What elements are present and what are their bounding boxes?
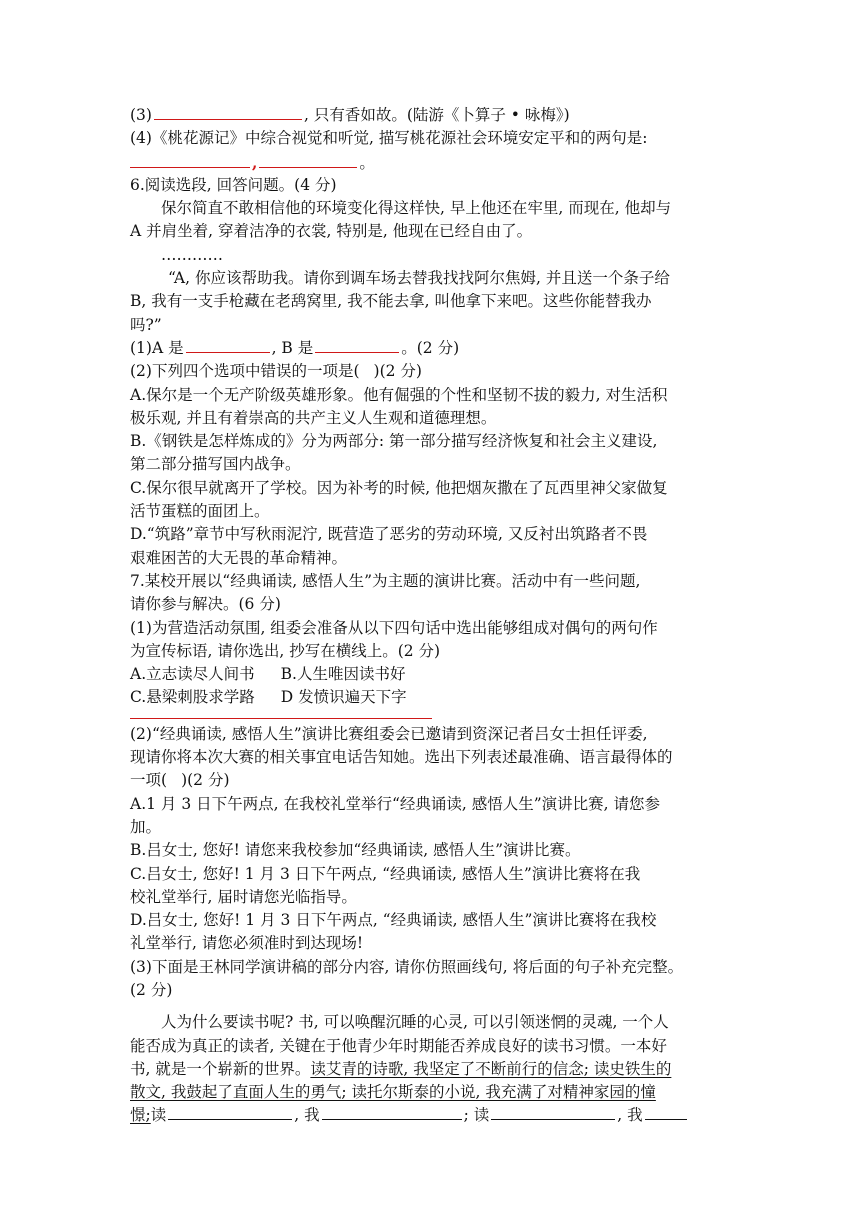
q6-sub1-score: 。(2 分) [401,338,460,357]
q6-passage-line: 保尔简直不敢相信他的环境变化得这样快, 早上他还在牢里, 而现在, 他却与 [161,199,672,218]
q7-sub2-option-c: C.吕女士, 您好! 1 月 3 日下午两点, “经典诵读, 感悟人生”演讲比赛将在我 [130,864,641,883]
q7-sub2-option-a-cont: 加。 [130,817,162,836]
q6-option-c: C.保尔很早就离开了学校。因为补考的时候, 他把烟灰撒在了瓦西里神父家做复 [130,478,668,497]
q7-speech-text: 书, 就是一个崭新的世界。 [130,1059,311,1078]
q7-sub1-answer-line[interactable] [130,718,432,719]
q7-sub3-score: (2 分) [130,980,173,999]
q5-3-line [130,104,742,127]
q5-4-comma: , [252,152,258,172]
q6-sub1-blank-a[interactable] [186,337,270,353]
q6-ellipsis: ………… [161,245,223,264]
q6-sub1-label-a: (1)A 是 [130,338,184,357]
q5-3-text: , 只有香如故。(陆游《卜算子 • 咏梅》) [303,106,570,124]
q7-fill-label: 读 [150,1106,167,1125]
q7-underlined-example: 憬; [130,1106,151,1125]
q7-underlined-example: 散文, 我鼓起了直面人生的勇气; 读托尔斯泰的小说, 我充满了对精神家园的憧 [130,1083,656,1102]
q6-option-c-cont: 活节蛋糕的面团上。 [130,502,270,521]
q5-3-number: (3) [130,106,152,124]
q6-option-b-cont: 第二部分描写国内战争。 [130,455,301,474]
q7-fill-blank-3[interactable] [491,1104,615,1120]
q7-speech-line: 能否成为真正的读者, 关键在于他青少年时期能否养成良好的读书习惯。一本好 [130,1036,667,1055]
q7-option-c: C.悬梁刺股求学路 [130,688,255,707]
q7-title-cont: 请你参与解决。(6 分) [130,595,281,614]
q7-fill-label: , 我 [294,1106,320,1125]
q7-fill-blank-4[interactable] [645,1104,687,1120]
q7-sub2-option-c-cont: 校礼堂举行, 届时请您光临指导。 [130,887,357,906]
q6-passage-line: A 并肩坐着, 穿着洁净的衣裳, 特别是, 他现在已经自由了。 [130,222,533,241]
q7-sub3: (3)下面是王林同学演讲稿的部分内容, 请你仿照画线句, 将后面的句子补充完整。 [130,957,684,976]
q6-sub2-text: (2)下列四个选项中错误的一项是( [130,362,360,381]
q7-title: 7.某校开展以“经典诵读, 感悟人生”为主题的演讲比赛。活动中有一些问题, [130,571,641,590]
q5-4-answer-blank-1[interactable] [130,152,250,168]
q7-underlined-example: 读艾青的诗歌, 我坚定了不断前行的信念; 读史铁生的 [310,1059,672,1078]
q5-4-line: (4)《桃花源记》中综合视觉和听觉, 描写桃花源社会环境安定平和的两句是: [130,129,648,148]
q6-option-a: A.保尔是一个无产阶级英雄形象。他有倔强的个性和坚韧不拔的毅力, 对生活积 [130,385,668,404]
q6-passage-line: “A, 你应该帮助我。请你到调车场去替我找找阿尔焦姆, 并且送一个条子给 [168,269,670,288]
q7-sub2-option-a: A.1 月 3 日下午两点, 在我校礼堂举行“经典诵读, 感悟人生”演讲比赛, 请您参 [130,794,661,813]
q6-sub1 [130,337,742,360]
q7-speech-line [130,1058,742,1081]
q7-sub2-option-b: B.吕女士, 您好! 请您来我校参加“经典诵读, 感悟人生”演讲比赛。 [130,841,581,860]
q7-option-a: A.立志读尽人间书 [130,665,255,684]
q7-sub2-option-d: D.吕女士, 您好! 1 月 3 日下午两点, “经典诵读, 感悟人生”演讲比赛将在我校 [130,911,657,930]
q7-sub2-score: )(2 分) [181,771,230,790]
q6-passage-line: B, 我有一支手枪藏在老鸹窝里, 我不能去拿, 叫他拿下来吧。这些你能替我办 [130,292,652,311]
q7-speech-fill-line [130,1104,742,1127]
q7-sub2: (2)“经典诵读, 感悟人生”演讲比赛组委会已邀请到资深记者吕女士担任评委, [130,724,648,743]
q5-4-answer-blank-2[interactable] [259,152,357,168]
q7-sub2-cont [130,769,742,792]
q6-passage-line: 吗?” [130,315,162,334]
q7-fill-blank-2[interactable] [322,1104,462,1120]
q6-title: 6.阅读选段, 回答问题。(4 分) [130,175,337,194]
q7-sub1: (1)为营造活动氛围, 组委会准备从以下四句话中选出能够组成对偶句的两句作 [130,618,658,637]
q5-4-answer-line [130,151,742,174]
q7-option-b: B.人生唯因读书好 [280,665,406,684]
q5-3-answer-blank[interactable] [154,104,302,120]
q7-fill-label: , 我 [617,1106,643,1125]
q6-sub1-blank-b[interactable] [315,337,399,353]
q6-option-a-cont: 极乐观, 并且有着崇高的共产主义人生观和道德理想。 [130,408,497,427]
q6-option-d-cont: 艰难困苦的大无畏的革命精神。 [130,548,348,567]
q6-sub2-score: )(2 分) [373,362,422,381]
q7-option-d: D 发愤识遍天下字 [280,688,407,707]
q7-sub2-cont: 现请你将本次大赛的相关事宜电话告知她。选出下列表述最准确、语言最得体的 [130,748,673,767]
q6-option-b: B.《钢铁是怎样炼成的》分为两部分: 第一部分描写经济恢复和社会主义建设, [130,432,658,451]
q7-sub2-text: 一项( [130,771,168,790]
q6-sub2 [130,360,742,383]
q7-sub1-cont: 为宣传标语, 请你选出, 抄写在横线上。(2 分) [130,641,441,660]
q7-speech-line: 人为什么要读书呢? 书, 可以唤醒沉睡的心灵, 可以引领迷惘的灵魂, 一个人 [161,1013,669,1032]
q6-option-d: D.“筑路”章节中写秋雨泥泞, 既营造了恶劣的劳动环境, 又反衬出筑路者不畏 [130,525,648,544]
q7-fill-label: ; 读 [463,1106,490,1125]
q6-sub1-label-b: , B 是 [271,338,314,357]
q7-options-row [130,686,742,709]
q5-4-period: 。 [359,153,375,172]
q7-fill-blank-1[interactable] [168,1104,292,1120]
exam-page [130,104,742,1128]
q7-sub2-option-d-cont: 礼堂举行, 请您必须准时到达现场! [130,934,364,953]
q7-options-row [130,663,742,686]
